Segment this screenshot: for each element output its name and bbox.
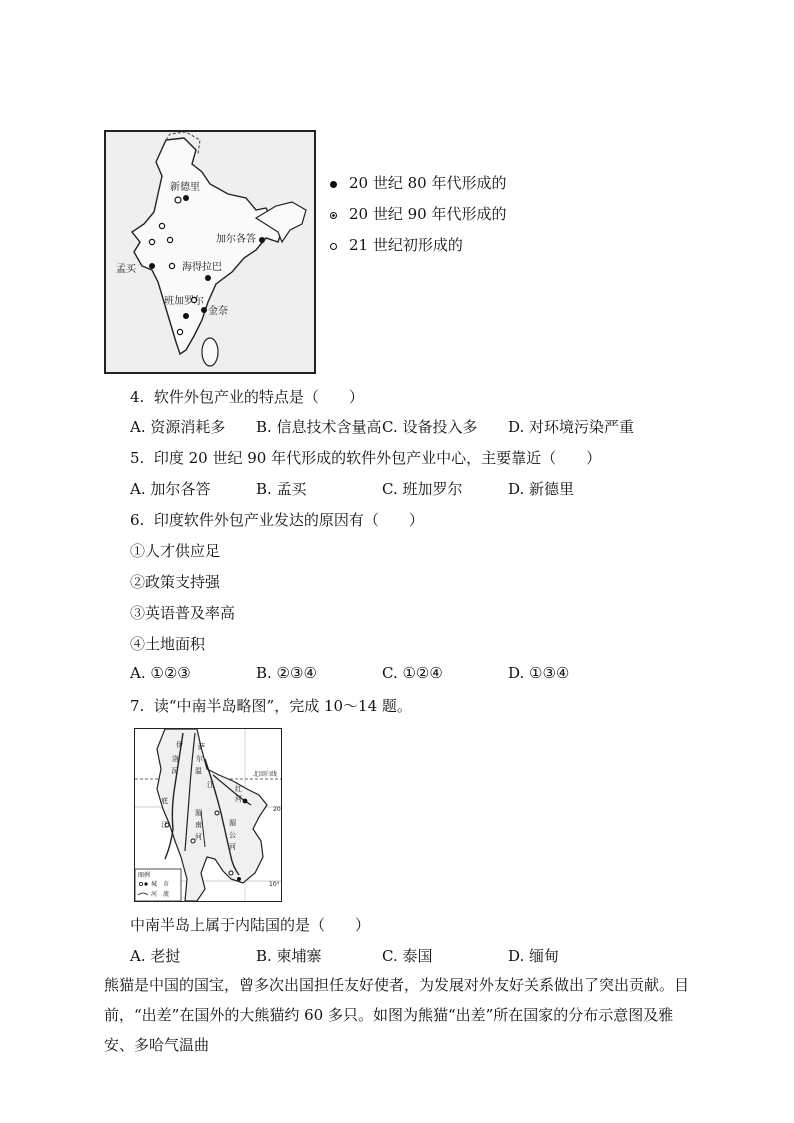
label-hyderabad: 海得拉巴	[182, 262, 222, 273]
legend-item-1980s: 20 世纪 80 年代形成的	[330, 172, 506, 193]
q5-option-b[interactable]: B. 孟买	[256, 480, 307, 498]
q7-option-b[interactable]: B. 柬埔寨	[256, 947, 322, 965]
label-kolkata: 加尔各答	[216, 234, 256, 245]
q7-subquestion: 中南半岛上属于内陆国的是（ ）	[130, 916, 371, 934]
q4-option-d[interactable]: D. 对环境污染严重	[508, 418, 635, 436]
mekong-label-2: 公	[229, 831, 236, 839]
lat-20-label: 20	[273, 806, 281, 813]
india-map-drawing	[106, 132, 314, 372]
legend-river: 河 流	[151, 891, 170, 898]
legend-title: 图例	[138, 872, 151, 879]
legend-city: 城 市	[151, 881, 170, 888]
q6-item-2: ②政策支持强	[130, 573, 221, 591]
q4-option-b[interactable]: B. 信息技术含量高	[256, 418, 382, 436]
q6-item-4: ④土地面积	[130, 635, 206, 653]
q5-option-d[interactable]: D. 新德里	[508, 480, 575, 498]
indochina-legend	[135, 869, 181, 901]
question-4: 4. 软件外包产业的特点是（ ）	[130, 388, 364, 406]
q6-item-3: ③英语普及率高	[130, 604, 236, 622]
irrawaddy-label-3: 瓦	[171, 767, 178, 775]
salween-label-4: 江	[207, 781, 214, 789]
q6-option-a[interactable]: A. ①②③	[130, 664, 191, 682]
q6-item-1: ①人才供应足	[130, 542, 221, 560]
menam-label-1: 湄	[195, 809, 202, 817]
label-bangalore: 班加罗尔	[164, 296, 204, 307]
label-mumbai: 孟买	[116, 264, 136, 275]
salween-label-1: 萨	[198, 743, 205, 751]
mekong-label-3: 河	[229, 843, 236, 851]
half-dot-icon	[330, 212, 337, 219]
irrawaddy-label-5: 江	[161, 821, 168, 829]
question-6: 6. 印度软件外包产业发达的原因有（ ）	[130, 511, 424, 529]
indochina-map-drawing	[135, 729, 281, 901]
q4-option-c[interactable]: C. 设备投入多	[382, 418, 478, 436]
q5-option-c[interactable]: C. 班加罗尔	[382, 480, 463, 498]
menam-label-2: 南	[195, 821, 202, 829]
indochina-map	[134, 728, 282, 902]
question-7: 7. 读“中南半岛略图”，完成 10～14 题。	[130, 697, 412, 715]
tropic-label: 北回归线	[253, 771, 278, 778]
menam-label-3: 河	[195, 833, 202, 841]
irrawaddy-label-4: 底	[161, 797, 168, 805]
lat-10-label: 10°	[269, 881, 280, 888]
red-river-label-2: 河	[235, 795, 242, 803]
red-river-label-1: 红	[235, 785, 242, 793]
q6-option-d[interactable]: D. ①③④	[508, 664, 570, 682]
legend-item-2000s: 21 世纪初形成的	[330, 234, 463, 255]
q6-option-b[interactable]: B. ②③④	[256, 664, 317, 682]
irrawaddy-label-2: 洛	[172, 755, 179, 763]
panda-passage: 熊猫是中国的国宝，曾多次出国担任友好使者，为发展对外友好关系做出了突出贡献。目前，“出差”在国外的大熊猫约 60 多只。如图为熊猫“出差”所在国家的分布示意图及雅安、多哈气温曲	[104, 976, 690, 1054]
q7-option-c[interactable]: C. 泰国	[382, 947, 433, 965]
salween-label-3: 温	[195, 767, 202, 775]
question-5: 5. 印度 20 世纪 90 年代形成的软件外包产业中心，主要靠近（ ）	[130, 449, 602, 467]
q6-option-c[interactable]: C. ①②④	[382, 664, 443, 682]
filled-dot-icon	[330, 181, 337, 188]
q4-option-a[interactable]: A. 资源消耗多	[130, 418, 226, 436]
mekong-label-1: 湄	[229, 819, 236, 827]
legend-item-1990s: 20 世纪 90 年代形成的	[330, 203, 506, 224]
india-map	[104, 130, 316, 374]
irrawaddy-label-1: 伊	[176, 741, 183, 749]
label-chennai: 金奈	[208, 306, 228, 317]
q7-option-d[interactable]: D. 缅甸	[508, 947, 560, 965]
salween-label-2: 尔	[196, 755, 203, 763]
q7-option-a[interactable]: A. 老挝	[130, 947, 181, 965]
hollow-dot-icon	[330, 243, 337, 250]
label-delhi: 新德里	[170, 182, 200, 193]
q5-option-a[interactable]: A. 加尔各答	[130, 480, 211, 498]
